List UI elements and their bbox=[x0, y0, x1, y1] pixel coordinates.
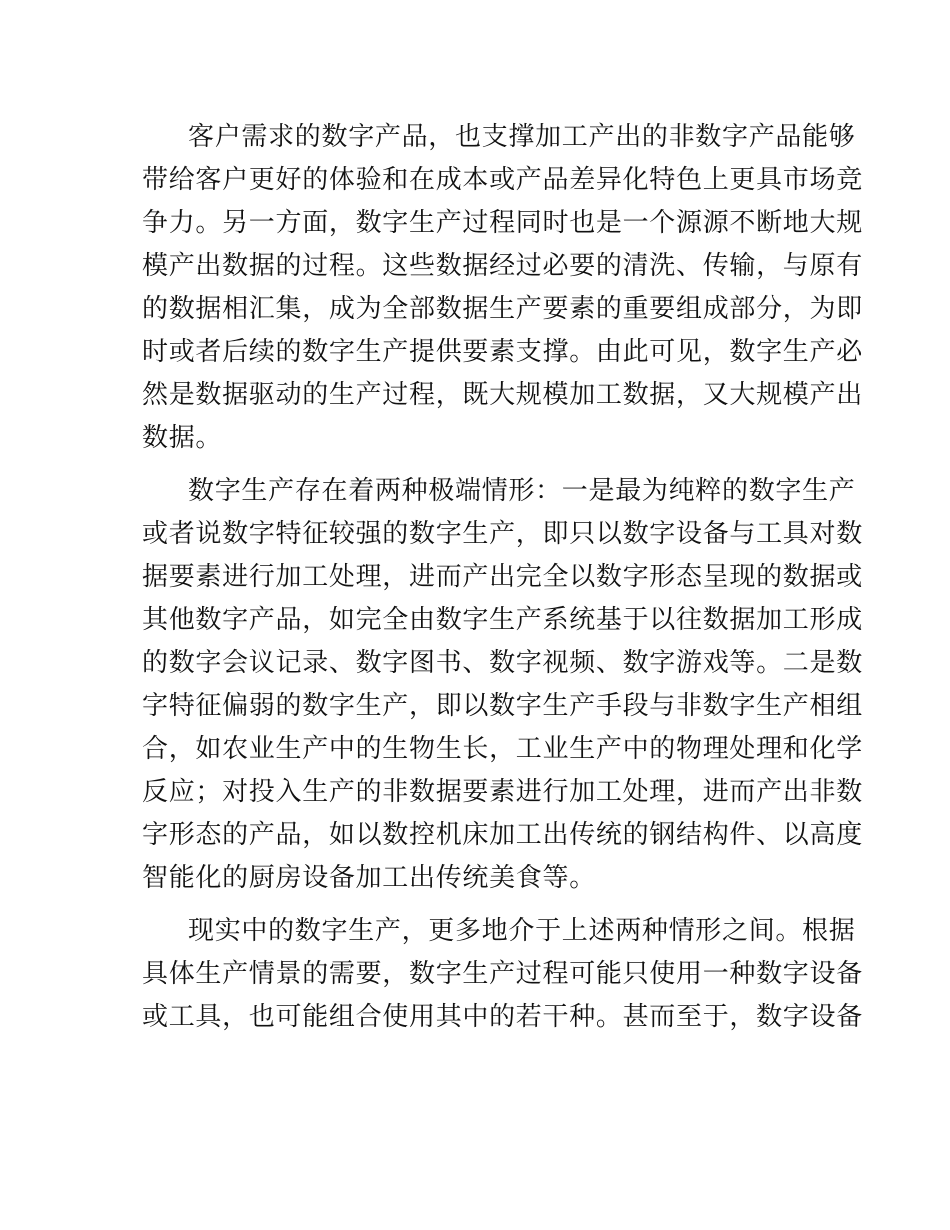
text-line: 字特征偏弱的数字生产，即以数字生产手段与非数字生产相组 bbox=[142, 691, 863, 721]
text-line: 争力。另一方面，数字生产过程同时也是一个源源不断地大规 bbox=[142, 208, 863, 238]
paragraph-3 bbox=[142, 910, 863, 1039]
text-line: 的数字会议记录、数字图书、数字视频、数字游戏等。二是数 bbox=[142, 648, 863, 678]
text-line: 数据。 bbox=[142, 423, 223, 453]
text-line: 智能化的厨房设备加工出传统美食等。 bbox=[142, 863, 596, 893]
text-line: 据要素进行加工处理，进而产出完全以数字形态呈现的数据或 bbox=[142, 562, 863, 592]
text-line: 字形态的产品，如以数控机床加工出传统的钢结构件、以高度 bbox=[142, 820, 863, 850]
text-line: 其他数字产品，如完全由数字生产系统基于以往数据加工形成 bbox=[142, 605, 863, 635]
text-line: 现实中的数字生产，更多地介于上述两种情形之间。根据 bbox=[188, 916, 856, 946]
text-line: 或工具，也可能组合使用其中的若干种。甚而至于，数字设备 bbox=[142, 1002, 863, 1032]
text-line: 合，如农业生产中的生物生长，工业生产中的物理处理和化学 bbox=[142, 734, 863, 764]
text-line: 客户需求的数字产品，也支撑加工产出的非数字产品能够 bbox=[188, 122, 856, 152]
paragraph-1 bbox=[142, 116, 863, 460]
body-text bbox=[142, 116, 863, 1049]
text-line: 反应；对投入生产的非数据要素进行加工处理，进而产出非数 bbox=[142, 777, 863, 807]
paragraph-2 bbox=[142, 470, 863, 900]
text-line: 然是数据驱动的生产过程，既大规模加工数据，又大规模产出 bbox=[142, 380, 863, 410]
text-line: 带给客户更好的体验和在成本或产品差异化特色上更具市场竞 bbox=[142, 165, 863, 195]
text-line: 模产出数据的过程。这些数据经过必要的清洗、传输，与原有 bbox=[142, 251, 863, 281]
text-line: 具体生产情景的需要，数字生产过程可能只使用一种数字设备 bbox=[142, 959, 863, 989]
text-line: 数字生产存在着两种极端情形：一是最为纯粹的数字生产 bbox=[188, 476, 856, 506]
text-line: 的数据相汇集，成为全部数据生产要素的重要组成部分，为即 bbox=[142, 294, 863, 324]
text-line: 或者说数字特征较强的数字生产，即只以数字设备与工具对数 bbox=[142, 519, 863, 549]
text-line: 时或者后续的数字生产提供要素支撑。由此可见，数字生产必 bbox=[142, 337, 863, 367]
